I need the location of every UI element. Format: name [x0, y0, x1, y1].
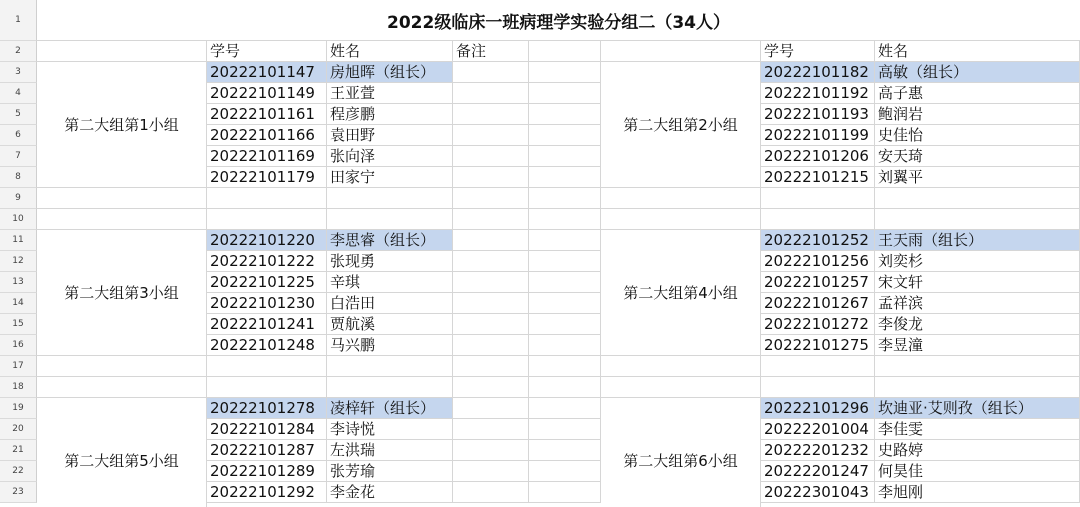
empty-cell[interactable] [453, 461, 529, 482]
empty-cell[interactable] [327, 209, 453, 230]
student-id-cell[interactable]: 20222101166 [207, 125, 327, 146]
empty-cell[interactable] [761, 188, 875, 209]
student-name-cell[interactable]: 李旭刚 [875, 482, 1080, 503]
student-name-cell[interactable]: 袁田野 [327, 125, 453, 146]
empty-cell[interactable] [453, 377, 529, 398]
row-header[interactable]: 9 [0, 188, 37, 209]
student-name-cell[interactable]: 宋文轩 [875, 272, 1080, 293]
row-header[interactable]: 11 [0, 230, 37, 251]
student-id-cell[interactable]: 20222101222 [207, 251, 327, 272]
empty-cell[interactable] [601, 209, 761, 230]
student-name-cell[interactable]: 房旭晖（组长） [327, 62, 453, 83]
student-id-cell[interactable]: 20222101161 [207, 104, 327, 125]
student-id-cell[interactable]: 20222101215 [761, 167, 875, 188]
student-id-cell[interactable]: 20222101193 [761, 104, 875, 125]
empty-cell[interactable] [529, 293, 601, 314]
student-name-cell[interactable]: 王亚萱 [327, 83, 453, 104]
empty-cell[interactable] [529, 398, 601, 419]
group-label[interactable]: 第二大组第1小组 [37, 62, 207, 188]
empty-cell[interactable] [207, 209, 327, 230]
empty-cell[interactable] [453, 167, 529, 188]
row-header[interactable]: 21 [0, 440, 37, 461]
student-id-cell[interactable]: 20222101275 [761, 335, 875, 356]
empty-cell[interactable] [529, 83, 601, 104]
student-id-cell[interactable]: 20222101182 [761, 62, 875, 83]
empty-cell[interactable] [453, 146, 529, 167]
student-name-cell[interactable]: 马兴鹏 [327, 335, 453, 356]
empty-cell[interactable] [529, 251, 601, 272]
empty-cell[interactable] [529, 188, 601, 209]
student-id-cell[interactable]: 20222201232 [761, 440, 875, 461]
student-name-cell[interactable]: 白浩田 [327, 293, 453, 314]
student-id-cell[interactable]: 20222101252 [761, 230, 875, 251]
empty-cell[interactable] [453, 83, 529, 104]
empty-cell[interactable] [529, 272, 601, 293]
row-header[interactable]: 12 [0, 251, 37, 272]
empty-cell[interactable] [529, 230, 601, 251]
row-header[interactable]: 20 [0, 419, 37, 440]
student-name-cell[interactable]: 李思睿（组长） [327, 230, 453, 251]
empty-cell[interactable] [529, 335, 601, 356]
empty-cell[interactable] [601, 356, 761, 377]
student-id-cell[interactable]: 20222101206 [761, 146, 875, 167]
empty-cell[interactable] [875, 209, 1080, 230]
student-name-cell[interactable]: 高子惠 [875, 83, 1080, 104]
student-name-cell[interactable]: 李诗悦 [327, 419, 453, 440]
empty-cell[interactable] [37, 356, 207, 377]
row-header[interactable]: 5 [0, 104, 37, 125]
empty-cell[interactable] [453, 314, 529, 335]
group-label[interactable]: 第二大组第5小组 [37, 398, 207, 507]
student-id-cell[interactable]: 20222101272 [761, 314, 875, 335]
group-label[interactable]: 第二大组第2小组 [601, 62, 761, 188]
student-id-cell[interactable]: 20222101147 [207, 62, 327, 83]
row-header[interactable]: 10 [0, 209, 37, 230]
empty-cell[interactable] [327, 188, 453, 209]
header-student-id-right[interactable]: 学号 [761, 41, 875, 62]
empty-cell[interactable] [37, 41, 207, 62]
student-name-cell[interactable]: 贾航溪 [327, 314, 453, 335]
empty-cell[interactable] [453, 356, 529, 377]
empty-cell[interactable] [529, 356, 601, 377]
empty-cell[interactable] [529, 146, 601, 167]
student-id-cell[interactable]: 20222101284 [207, 419, 327, 440]
student-name-cell[interactable]: 张现勇 [327, 251, 453, 272]
student-name-cell[interactable]: 刘翼平 [875, 167, 1080, 188]
empty-cell[interactable] [453, 62, 529, 83]
empty-cell[interactable] [529, 104, 601, 125]
student-id-cell[interactable]: 20222301043 [761, 482, 875, 503]
row-header[interactable]: 18 [0, 377, 37, 398]
empty-cell[interactable] [207, 188, 327, 209]
empty-cell[interactable] [37, 188, 207, 209]
row-header[interactable]: 14 [0, 293, 37, 314]
empty-cell[interactable] [875, 377, 1080, 398]
row-header[interactable]: 1 [0, 0, 37, 41]
student-id-cell[interactable]: 20222101225 [207, 272, 327, 293]
student-name-cell[interactable]: 辛琪 [327, 272, 453, 293]
empty-cell[interactable] [453, 125, 529, 146]
empty-cell[interactable] [529, 461, 601, 482]
empty-cell[interactable] [453, 398, 529, 419]
student-name-cell[interactable]: 安天琦 [875, 146, 1080, 167]
empty-cell[interactable] [327, 377, 453, 398]
student-id-cell[interactable]: 20222101267 [761, 293, 875, 314]
empty-cell[interactable] [875, 188, 1080, 209]
student-id-cell[interactable]: 20222101289 [207, 461, 327, 482]
student-id-cell[interactable]: 20222101179 [207, 167, 327, 188]
student-name-cell[interactable]: 高敏（组长） [875, 62, 1080, 83]
group-label[interactable]: 第二大组第3小组 [37, 230, 207, 356]
student-id-cell[interactable]: 20222101292 [207, 482, 327, 503]
empty-cell[interactable] [453, 419, 529, 440]
group-label[interactable]: 第二大组第4小组 [601, 230, 761, 356]
row-header[interactable]: 4 [0, 83, 37, 104]
student-id-cell[interactable]: 20222101296 [761, 398, 875, 419]
header-student-id-left[interactable]: 学号 [207, 41, 327, 62]
empty-cell[interactable] [453, 482, 529, 503]
student-id-cell[interactable]: 20222201247 [761, 461, 875, 482]
student-name-cell[interactable]: 左洪瑞 [327, 440, 453, 461]
student-name-cell[interactable]: 李俊龙 [875, 314, 1080, 335]
student-id-cell[interactable]: 20222101149 [207, 83, 327, 104]
student-name-cell[interactable]: 张向泽 [327, 146, 453, 167]
student-id-cell[interactable]: 20222101199 [761, 125, 875, 146]
row-header[interactable]: 8 [0, 167, 37, 188]
row-header[interactable]: 3 [0, 62, 37, 83]
empty-cell[interactable] [327, 356, 453, 377]
empty-cell[interactable] [453, 293, 529, 314]
header-remark[interactable]: 备注 [453, 41, 529, 62]
empty-cell[interactable] [529, 314, 601, 335]
row-header[interactable]: 23 [0, 482, 37, 503]
row-header[interactable]: 17 [0, 356, 37, 377]
empty-cell[interactable] [37, 377, 207, 398]
student-id-cell[interactable]: 20222101257 [761, 272, 875, 293]
student-name-cell[interactable]: 凌梓轩（组长） [327, 398, 453, 419]
student-id-cell[interactable]: 20222101287 [207, 440, 327, 461]
empty-cell[interactable] [453, 251, 529, 272]
empty-cell[interactable] [453, 188, 529, 209]
row-header[interactable]: 2 [0, 41, 37, 62]
student-id-cell[interactable]: 20222101278 [207, 398, 327, 419]
header-name-right[interactable]: 姓名 [875, 41, 1080, 62]
empty-cell[interactable] [529, 440, 601, 461]
row-header[interactable]: 15 [0, 314, 37, 335]
student-name-cell[interactable]: 李昱潼 [875, 335, 1080, 356]
empty-cell[interactable] [529, 419, 601, 440]
empty-cell[interactable] [761, 377, 875, 398]
row-header[interactable]: 6 [0, 125, 37, 146]
empty-cell[interactable] [453, 104, 529, 125]
student-name-cell[interactable]: 孟祥滨 [875, 293, 1080, 314]
student-name-cell[interactable]: 何昊佳 [875, 461, 1080, 482]
empty-cell[interactable] [529, 377, 601, 398]
student-id-cell[interactable]: 20222101248 [207, 335, 327, 356]
empty-cell[interactable] [529, 62, 601, 83]
empty-cell[interactable] [207, 377, 327, 398]
student-name-cell[interactable]: 刘奕杉 [875, 251, 1080, 272]
empty-cell[interactable] [601, 188, 761, 209]
empty-cell[interactable] [601, 41, 761, 62]
empty-cell[interactable] [529, 41, 601, 62]
student-name-cell[interactable]: 史路婷 [875, 440, 1080, 461]
student-name-cell[interactable]: 史佳怡 [875, 125, 1080, 146]
empty-cell[interactable] [453, 440, 529, 461]
empty-cell[interactable] [761, 209, 875, 230]
row-header[interactable]: 16 [0, 335, 37, 356]
student-id-cell[interactable]: 20222101241 [207, 314, 327, 335]
row-header[interactable]: 7 [0, 146, 37, 167]
empty-cell[interactable] [37, 209, 207, 230]
empty-cell[interactable] [453, 272, 529, 293]
student-name-cell[interactable]: 李佳雯 [875, 419, 1080, 440]
header-name-left[interactable]: 姓名 [327, 41, 453, 62]
student-name-cell[interactable]: 程彦鹏 [327, 104, 453, 125]
row-header[interactable]: 13 [0, 272, 37, 293]
student-name-cell[interactable]: 坎迪亚·艾则孜（组长） [875, 398, 1080, 419]
empty-cell[interactable] [529, 125, 601, 146]
sheet-title[interactable]: 2022级临床一班病理学实验分组二（34人） [37, 0, 1080, 41]
student-name-cell[interactable]: 张芳瑜 [327, 461, 453, 482]
group-label[interactable]: 第二大组第6小组 [601, 398, 761, 507]
empty-cell[interactable] [453, 209, 529, 230]
empty-cell[interactable] [761, 356, 875, 377]
empty-cell[interactable] [529, 482, 601, 503]
empty-cell[interactable] [207, 356, 327, 377]
empty-cell[interactable] [453, 230, 529, 251]
student-id-cell[interactable]: 20222101220 [207, 230, 327, 251]
empty-cell[interactable] [601, 377, 761, 398]
empty-cell[interactable] [529, 167, 601, 188]
student-id-cell[interactable]: 20222101256 [761, 251, 875, 272]
row-header[interactable]: 22 [0, 461, 37, 482]
empty-cell[interactable] [529, 209, 601, 230]
student-id-cell[interactable]: 20222101230 [207, 293, 327, 314]
student-name-cell[interactable]: 李金花 [327, 482, 453, 503]
row-header[interactable]: 19 [0, 398, 37, 419]
student-id-cell[interactable]: 20222101192 [761, 83, 875, 104]
student-id-cell[interactable]: 20222201004 [761, 419, 875, 440]
empty-cell[interactable] [875, 356, 1080, 377]
empty-cell[interactable] [453, 335, 529, 356]
student-id-cell[interactable]: 20222101169 [207, 146, 327, 167]
student-name-cell[interactable]: 王天雨（组长） [875, 230, 1080, 251]
student-name-cell[interactable]: 田家宁 [327, 167, 453, 188]
student-name-cell[interactable]: 鲍润岩 [875, 104, 1080, 125]
